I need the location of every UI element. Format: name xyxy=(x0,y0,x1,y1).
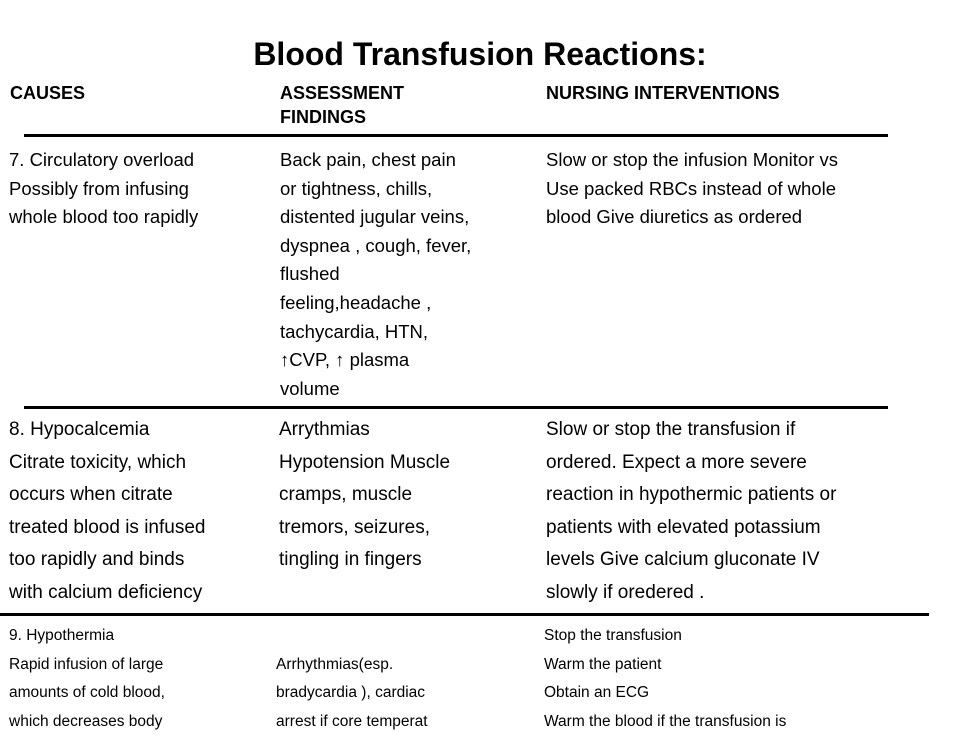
row-8-causes: 8. Hypocalcemia Citrate toxicity, which occurs when citrate treated blood is infused too rapidly and binds with calcium deficiency xyxy=(9,419,206,603)
header-divider xyxy=(24,134,888,137)
row-9-assessment: Arrhythmias(esp. bradycardia ), cardiac arrest if core temperat xyxy=(276,655,428,730)
row-8-assessment: Arrythmias Hypotension Muscle cramps, muscle tremors, seizures, tingling in fingers xyxy=(279,419,451,571)
row-7-causes: 7. Circulatory overload Possibly from infusing whole blood too rapidly xyxy=(9,149,199,228)
row-8-divider xyxy=(0,613,929,616)
row-8-interventions: Slow or stop the transfusion if ordered. Expect a more severe reaction in hypothermic patients or patients with elevated potassium levels Give calcium gluconate IV slowly if oredered . xyxy=(546,419,837,603)
row-7-assessment: Back pain, chest pain or tightness, chills, distented jugular veins, dyspnea , cough, fever, flushed feeling,headache , tachycardia, HTN, ↑CVP, ↑ plasma volume xyxy=(280,149,472,399)
header-assessment-findings: ASSESSMENT FINDINGS xyxy=(280,83,405,127)
row-7-divider xyxy=(24,406,888,409)
slide-title: Blood Transfusion Reactions: xyxy=(253,36,707,72)
row-9-interventions: Stop the transfusion Warm the patient Obtain an ECG Warm the blood if the transfusion is xyxy=(544,627,787,730)
header-causes: CAUSES xyxy=(10,83,86,103)
row-9-causes: 9. Hypothermia Rapid infusion of large amounts of cold blood, which decreases body xyxy=(9,627,165,730)
header-nursing-interventions: NURSING INTERVENTIONS xyxy=(546,83,780,103)
row-7-interventions: Slow or stop the infusion Monitor vs Use packed RBCs instead of whole blood Give diuretics as ordered xyxy=(546,149,839,228)
